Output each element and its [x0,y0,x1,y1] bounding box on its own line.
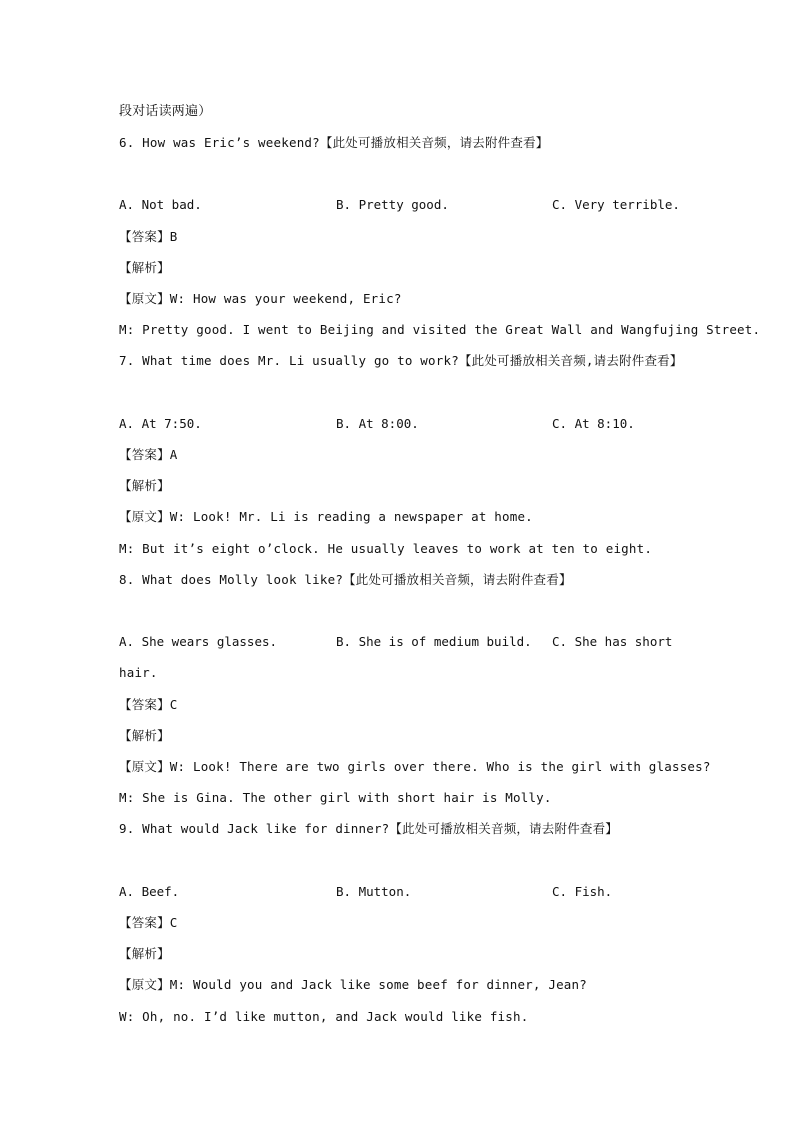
question-8-transcript-line-2: M: She is Gina. The other girl with short hair is Molly. [119,790,552,805]
question-8-answer: 【答案】C [119,697,178,712]
question-9-option-c: C. Fish. [552,884,613,899]
question-7-stem: 7. What time does Mr. Li usually go to work?【此处可播放相关音频,请去附件查看】 [119,353,683,368]
question-7-option-b: B. At 8:00. [336,416,419,431]
question-9-stem: 9. What would Jack like for dinner?【此处可播放相关音频，请去附件查看】 [119,821,618,836]
question-6-stem: 6. How was Eric’s weekend?【此处可播放相关音频，请去附件查看】 [119,135,549,150]
question-8-option-c: C. She has short [552,634,673,649]
question-8-stem: 8. What does Molly look like?【此处可播放相关音频，请去附件查看】 [119,572,572,587]
question-6-analysis: 【解析】 [119,260,170,275]
question-7-option-c: C. At 8:10. [552,416,635,431]
intro-text: 段对话读两遍） [119,104,212,119]
question-9-answer: 【答案】C [119,915,178,930]
question-8-option-c-wrap: hair. [119,665,158,680]
question-7-option-a: A. At 7:50. [119,416,202,431]
question-7-transcript-line-2: M: But it’s eight o’clock. He usually leaves to work at ten to eight. [119,541,653,556]
question-7-transcript-line-1: 【原文】W: Look! Mr. Li is reading a newspaper at home. [119,509,533,524]
question-7-analysis: 【解析】 [119,478,170,493]
question-9-transcript-line-2: W: Oh, no. I’d like mutton, and Jack would like fish. [119,1009,529,1024]
question-6-transcript-line-1: 【原文】W: How was your weekend, Eric? [119,291,402,306]
question-8-transcript-line-1: 【原文】W: Look! There are two girls over there. Who is the girl with glasses? [119,759,711,774]
question-6-option-b: B. Pretty good. [336,197,449,212]
question-6-option-a: A. Not bad. [119,197,202,212]
question-9-analysis: 【解析】 [119,946,170,961]
question-9-option-b: B. Mutton. [336,884,412,899]
question-9-option-a: A. Beef. [119,884,180,899]
question-8-option-b: B. She is of medium build. [336,634,532,649]
question-8-analysis: 【解析】 [119,728,170,743]
question-7-answer: 【答案】A [119,447,178,462]
question-9-transcript-line-1: 【原文】M: Would you and Jack like some beef for dinner, Jean? [119,977,587,992]
question-8-option-a: A. She wears glasses. [119,634,278,649]
question-6-transcript-line-2: M: Pretty good. I went to Beijing and visited the Great Wall and Wangfujing Street. [119,322,761,337]
question-6-answer: 【答案】B [119,229,178,244]
question-6-option-c: C. Very terrible. [552,197,680,212]
